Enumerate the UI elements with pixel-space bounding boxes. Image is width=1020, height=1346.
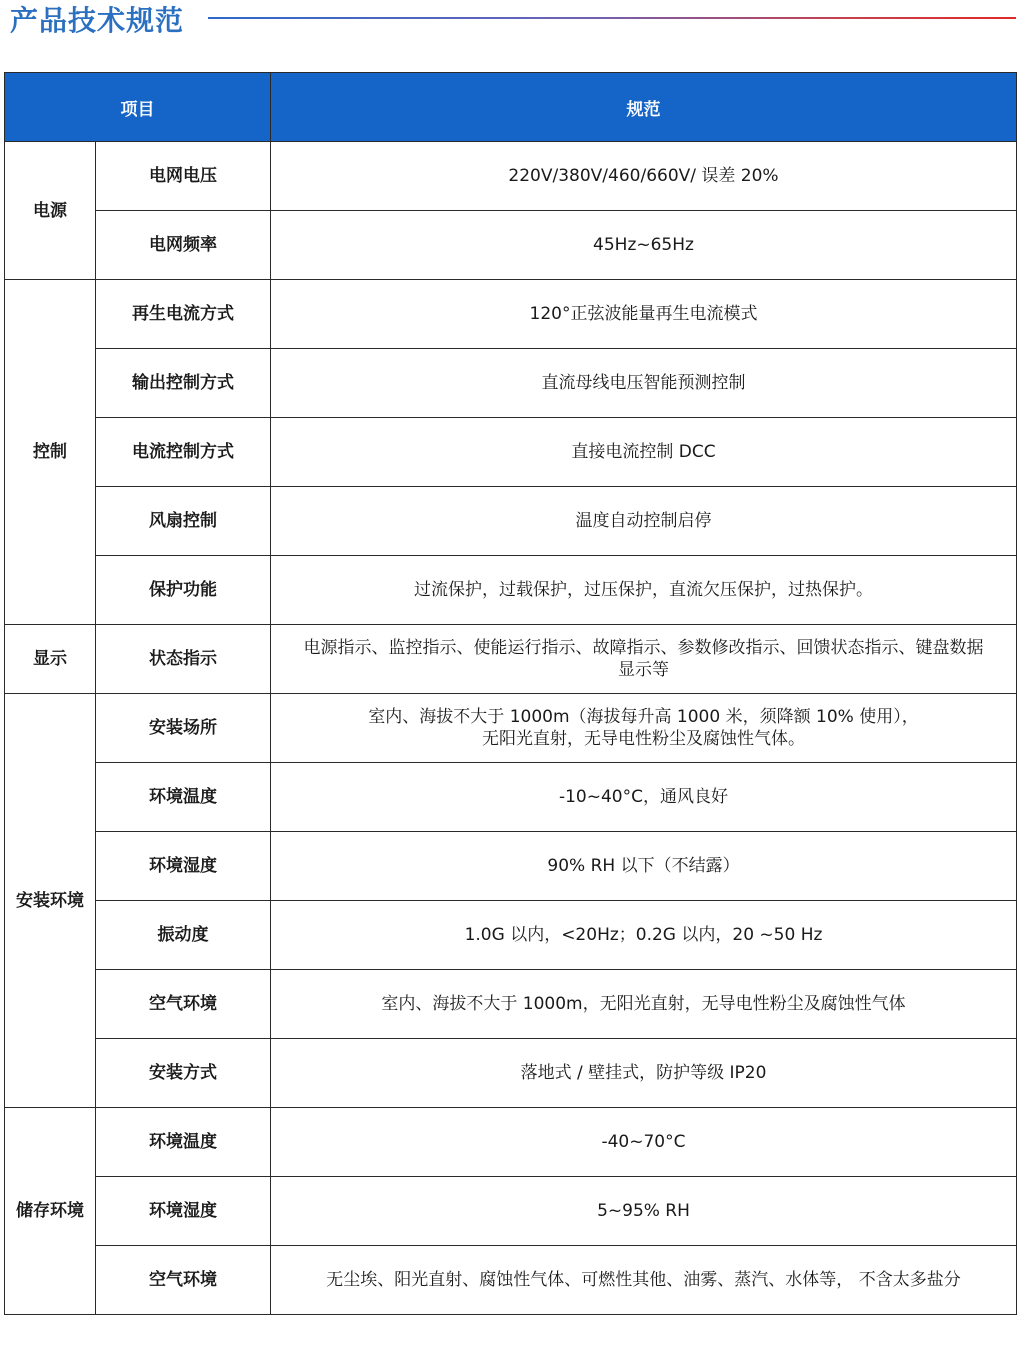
title-divider bbox=[208, 17, 1016, 19]
table-row bbox=[5, 487, 1017, 556]
item-cell: 环境温度 bbox=[96, 763, 271, 832]
header-spec: 规范 bbox=[271, 73, 1017, 142]
value-cell: 室内、海拔不大于 1000m，无阳光直射，无导电性粉尘及腐蚀性气体 bbox=[271, 970, 1017, 1039]
item-cell: 环境湿度 bbox=[96, 832, 271, 901]
value-line: 显示等 bbox=[618, 660, 669, 680]
value-cell: 过流保护，过载保护，过压保护，直流欠压保护，过热保护。 bbox=[271, 556, 1017, 625]
value-cell: 无尘埃、阳光直射、腐蚀性气体、可燃性其他、油雾、蒸汽、水体等， 不含太多盐分 bbox=[271, 1246, 1017, 1315]
value-cell: 直接电流控制 DCC bbox=[271, 418, 1017, 487]
value-cell: 120°正弦波能量再生电流模式 bbox=[271, 280, 1017, 349]
table-row bbox=[5, 1246, 1017, 1315]
item-cell: 安装场所 bbox=[96, 694, 271, 763]
value-cell: -10~40°C，通风良好 bbox=[271, 763, 1017, 832]
table-row bbox=[5, 280, 1017, 349]
spec-table bbox=[4, 72, 1017, 1315]
table-row bbox=[5, 1108, 1017, 1177]
table-row bbox=[5, 763, 1017, 832]
value-cell: 90% RH 以下（不结露） bbox=[271, 832, 1017, 901]
value-cell bbox=[271, 625, 1017, 694]
item-cell: 空气环境 bbox=[96, 970, 271, 1039]
header-item: 项目 bbox=[5, 73, 271, 142]
table-row bbox=[5, 832, 1017, 901]
table-header-row bbox=[5, 73, 1017, 142]
table-row bbox=[5, 349, 1017, 418]
value-cell: 1.0G 以内，<20Hz；0.2G 以内，20 ~50 Hz bbox=[271, 901, 1017, 970]
table-row bbox=[5, 211, 1017, 280]
value-cell: 5~95% RH bbox=[271, 1177, 1017, 1246]
item-cell: 再生电流方式 bbox=[96, 280, 271, 349]
item-cell: 环境湿度 bbox=[96, 1177, 271, 1246]
value-cell: 直流母线电压智能预测控制 bbox=[271, 349, 1017, 418]
item-cell: 输出控制方式 bbox=[96, 349, 271, 418]
item-cell: 状态指示 bbox=[96, 625, 271, 694]
value-cell: 落地式 / 壁挂式，防护等级 IP20 bbox=[271, 1039, 1017, 1108]
page-title: 产品技术规范 bbox=[10, 4, 185, 37]
category-cell: 电源 bbox=[5, 142, 96, 280]
table-row bbox=[5, 625, 1017, 694]
table-row bbox=[5, 142, 1017, 211]
table-row bbox=[5, 556, 1017, 625]
item-cell: 保护功能 bbox=[96, 556, 271, 625]
item-cell: 电网电压 bbox=[96, 142, 271, 211]
category-cell: 储存环境 bbox=[5, 1108, 96, 1315]
value-cell: 220V/380V/460/660V/ 误差 20% bbox=[271, 142, 1017, 211]
value-line: 电源指示、监控指示、使能运行指示、故障指示、参数修改指示、回馈状态指示、键盘数据 bbox=[303, 638, 984, 658]
table-row bbox=[5, 1177, 1017, 1246]
table-row bbox=[5, 901, 1017, 970]
item-cell: 电网频率 bbox=[96, 211, 271, 280]
category-cell: 显示 bbox=[5, 625, 96, 694]
value-line: 室内、海拔不大于 1000m（海拔每升高 1000 米，须降额 10% 使用）， bbox=[368, 707, 919, 727]
item-cell: 环境温度 bbox=[96, 1108, 271, 1177]
category-cell: 安装环境 bbox=[5, 694, 96, 1108]
value-cell: 45Hz~65Hz bbox=[271, 211, 1017, 280]
value-cell: 温度自动控制启停 bbox=[271, 487, 1017, 556]
value-cell bbox=[271, 694, 1017, 763]
item-cell: 安装方式 bbox=[96, 1039, 271, 1108]
item-cell: 电流控制方式 bbox=[96, 418, 271, 487]
table-row bbox=[5, 418, 1017, 487]
category-cell: 控制 bbox=[5, 280, 96, 625]
table-row bbox=[5, 1039, 1017, 1108]
table-row bbox=[5, 694, 1017, 763]
table-row bbox=[5, 970, 1017, 1039]
item-cell: 风扇控制 bbox=[96, 487, 271, 556]
value-cell: -40~70°C bbox=[271, 1108, 1017, 1177]
item-cell: 振动度 bbox=[96, 901, 271, 970]
value-line: 无阳光直射，无导电性粉尘及腐蚀性气体。 bbox=[482, 729, 805, 749]
item-cell: 空气环境 bbox=[96, 1246, 271, 1315]
